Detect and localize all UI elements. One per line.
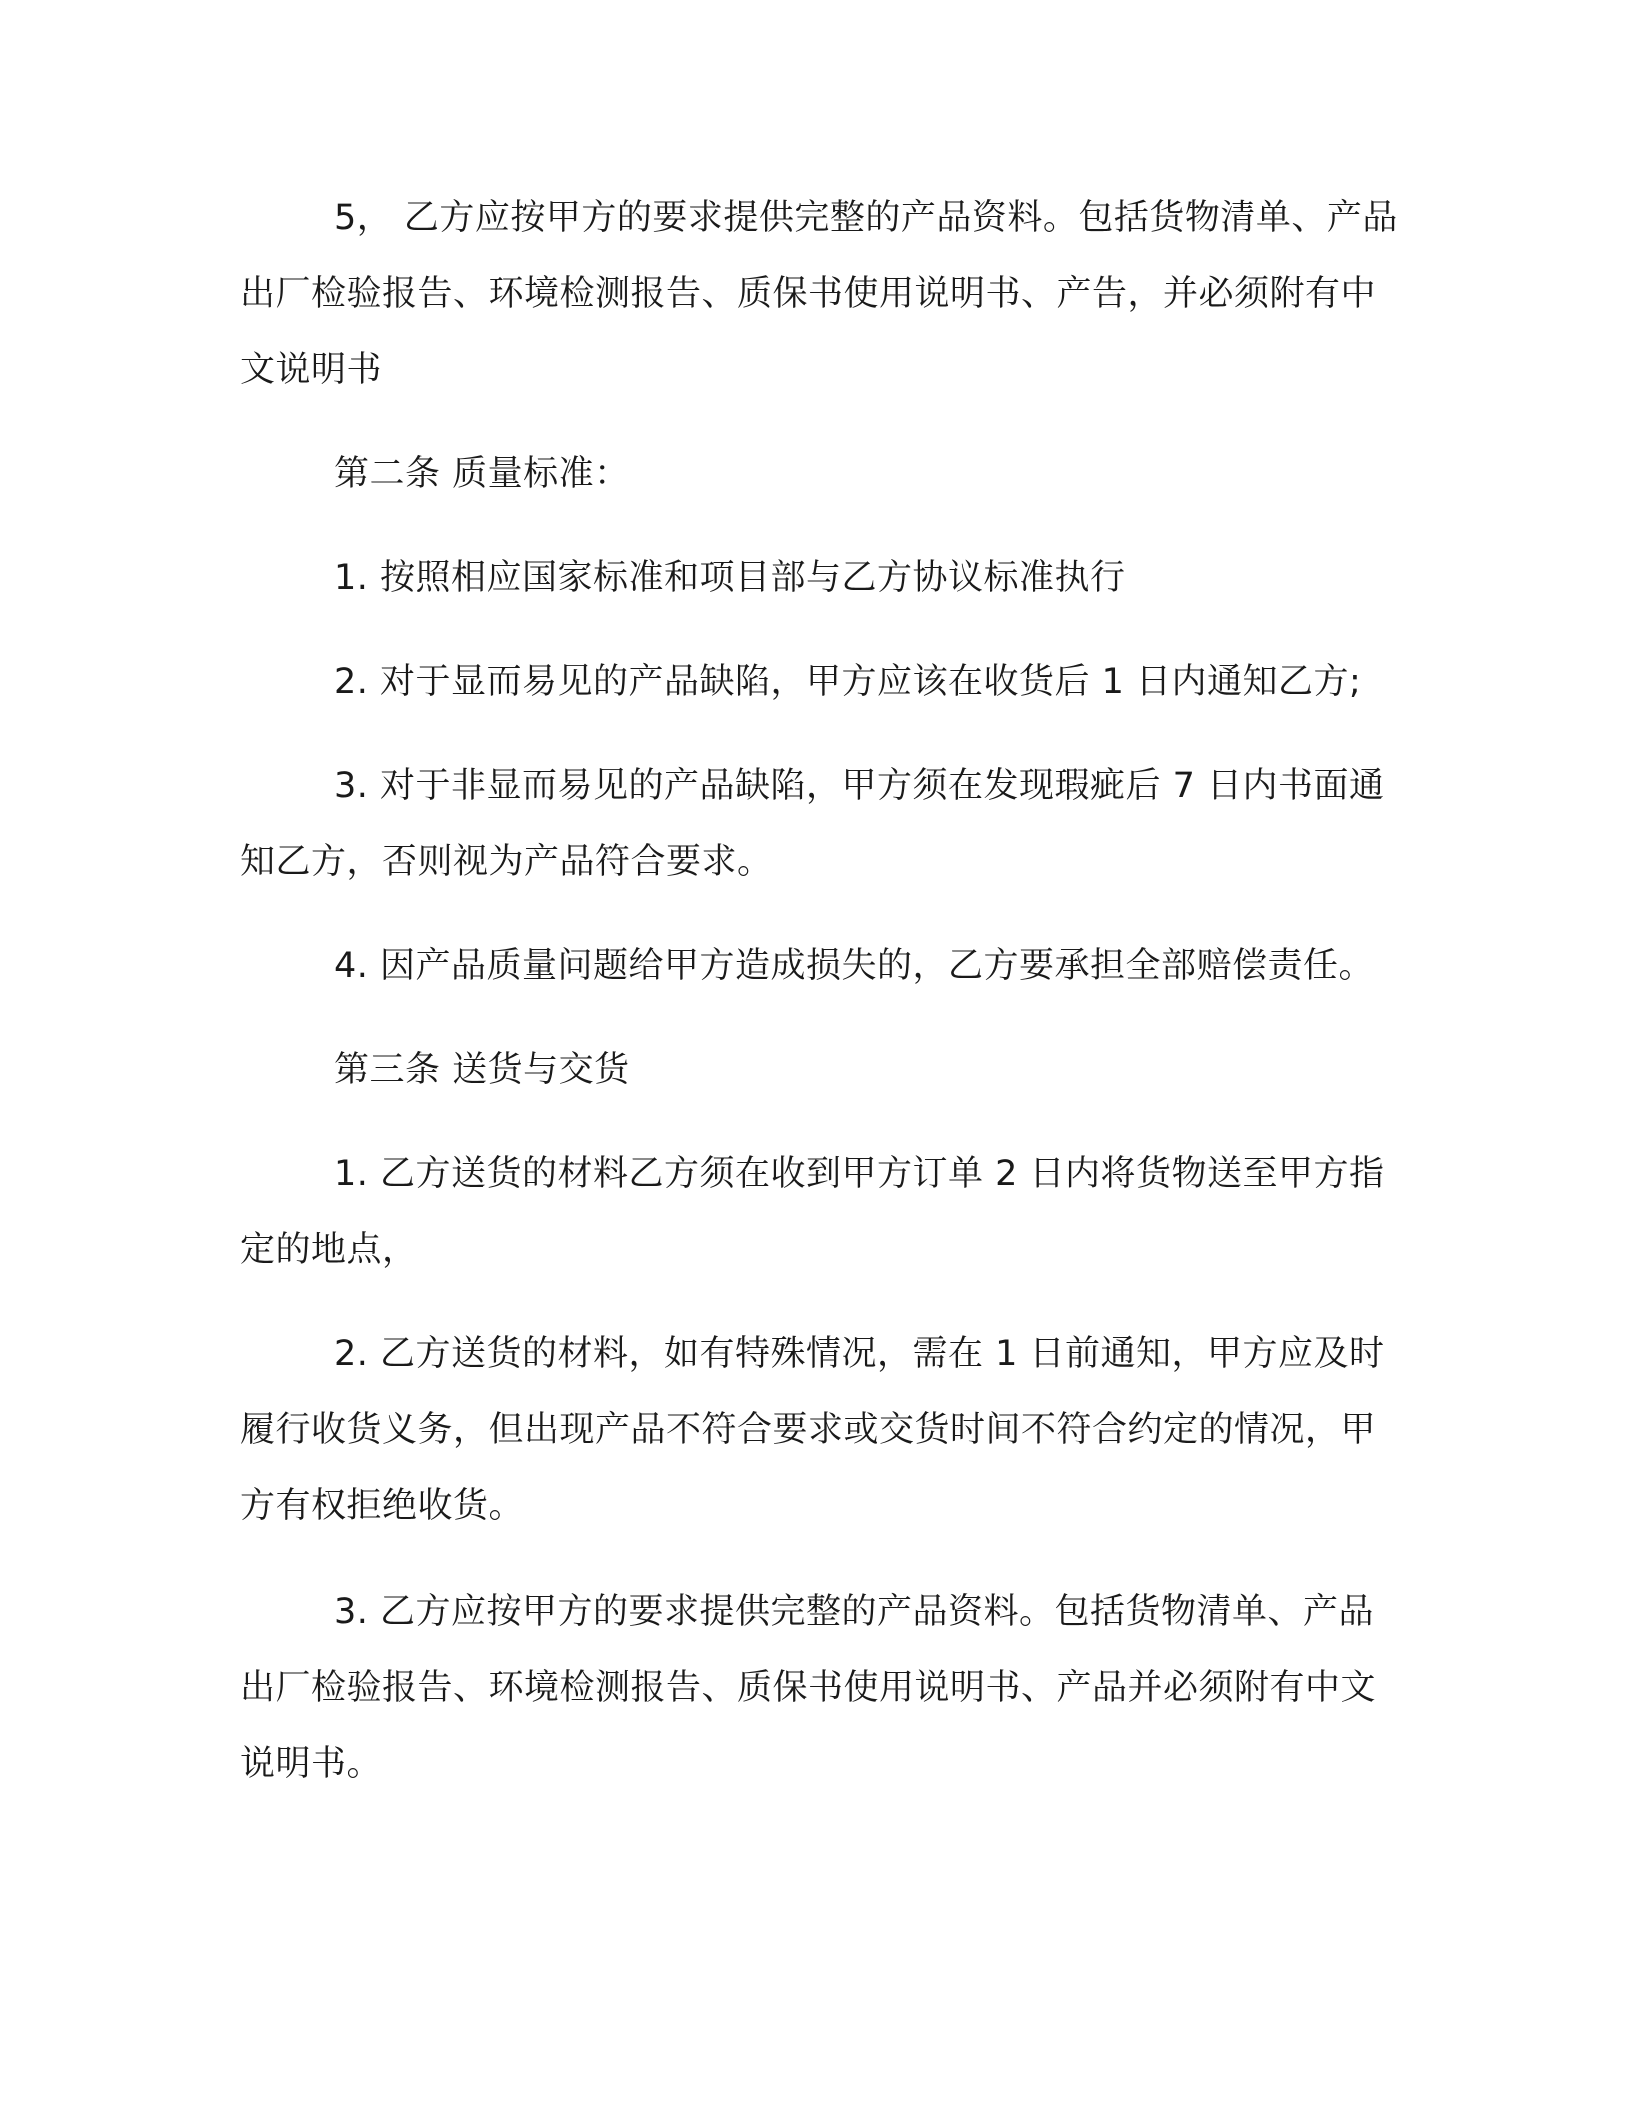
heading-article-3-delivery: 第三条 送货与交货	[334, 1050, 630, 1090]
paragraph-delivery-item-3: 3. 乙方应按甲方的要求提供完整的产品资料。包括货物清单、产品出厂检验报告、环境检测报告、质保书使用说明书、产品并必须附有中文说明书。	[240, 1592, 1377, 1784]
paragraph-quality-item-2: 2. 对于显而易见的产品缺陷，甲方应该在收货后 1 日内通知乙方;	[334, 662, 1362, 702]
paragraph-delivery-item-1: 1. 乙方送货的材料乙方须在收到甲方订单 2 日内将货物送至甲方指定的地点，	[240, 1154, 1385, 1270]
heading-article-2-quality-standard: 第二条 质量标准：	[334, 454, 630, 494]
paragraph-quality-item-1: 1. 按照相应国家标准和项目部与乙方协议标准执行	[334, 558, 1126, 598]
paragraph-quality-item-4: 4. 因产品质量问题给甲方造成损失的，乙方要承担全部赔偿责任。	[334, 946, 1375, 986]
paragraph-quality-item-3: 3. 对于非显而易见的产品缺陷，甲方须在发现瑕疵后 7 日内书面通知乙方，否则视为产品符合要求。	[240, 766, 1385, 882]
paragraph-delivery-item-2: 2. 乙方送货的材料，如有特殊情况，需在 1 日前通知，甲方应及时履行收货义务，但出现产品不符合要求或交货时间不符合约定的情况，甲方有权拒绝收货。	[240, 1334, 1385, 1526]
paragraph-product-documents: 5， 乙方应按甲方的要求提供完整的产品资料。包括货物清单、产品出厂检验报告、环境检测报告、质保书使用说明书、产告，并必须附有中文说明书	[240, 198, 1398, 390]
